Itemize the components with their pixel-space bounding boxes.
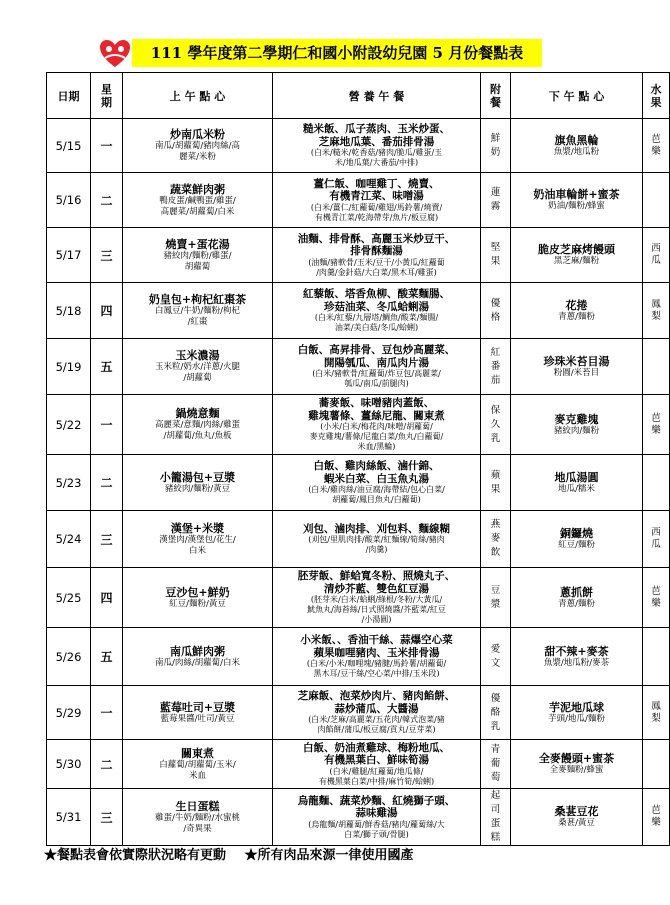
side-char: 葡 bbox=[490, 758, 501, 769]
fruit-cell bbox=[643, 228, 670, 283]
lunch-ingredients: /肉羹/金針菇/大白菜/黑木耳/雞蛋) bbox=[316, 267, 437, 277]
pm-snack-name: 芋泥地瓜球 bbox=[549, 700, 604, 714]
lunch-line: 清炒芥藍、雙色紅豆湯 bbox=[324, 582, 429, 595]
weekday-cell: 四 bbox=[91, 283, 123, 339]
side-cell bbox=[481, 455, 511, 511]
side-cell bbox=[481, 740, 511, 789]
lunch-line: 蘋果咖哩豬肉、玉米排骨湯 bbox=[313, 646, 440, 659]
weekday-cell: 三 bbox=[91, 789, 123, 846]
weekday-cell: 二 bbox=[91, 740, 123, 789]
pm-snack-name: 全麥饅頭+蜜茶 bbox=[538, 752, 615, 765]
am-snack-ingredients: 漢堡肉/漢堡包/花生/ bbox=[159, 534, 236, 545]
lunch-ingredients: (白米/紅藜/九層塔/鯛魚/酸菜/麵腸/ bbox=[314, 313, 439, 322]
pm-snack-cell bbox=[511, 511, 643, 568]
am-snack-name: 炒南瓜米粉 bbox=[170, 128, 225, 141]
fruit-char: 芭 bbox=[651, 133, 661, 145]
lunch-line: 刈包、滷肉排、刈包料、麵線糊 bbox=[303, 522, 450, 535]
am-snack-cell bbox=[123, 119, 273, 173]
lunch-cell bbox=[273, 339, 481, 395]
am-snack-ingredients: /奇異果 bbox=[183, 823, 212, 834]
fruit-char: 芭 bbox=[651, 585, 661, 597]
lunch-line: 油麵、排骨酥、高麗玉米炒豆干、 bbox=[297, 232, 456, 245]
lunch-line: 小米飯、、香油干絲、蒜爆空心菜 bbox=[300, 634, 453, 646]
fruit-char: 鳳 bbox=[651, 700, 661, 712]
fruit-cell bbox=[643, 455, 670, 511]
lunch-line: 珍菇油菜、冬瓜蛤蜊湯 bbox=[324, 300, 429, 313]
fruit-char: 樂 bbox=[651, 817, 661, 828]
side-char: 蘋 bbox=[490, 469, 501, 481]
am-snack-ingredients: 白鳳豆/牛奶/麵粉/枸杞 bbox=[154, 306, 241, 316]
lunch-cell bbox=[273, 395, 481, 455]
pm-snack-ingredients: 芋頭/地瓜/麵粉 bbox=[548, 713, 605, 724]
fruit-char: 鳳 bbox=[651, 298, 661, 310]
pm-snack-cell bbox=[511, 228, 643, 283]
fruit-cell bbox=[643, 173, 670, 228]
col-fruit: 水 果 bbox=[643, 73, 670, 119]
lunch-line: 白飯、雞肉絲飯、滷什錦、 bbox=[313, 460, 440, 472]
side-char: 堅 bbox=[490, 242, 501, 253]
pm-snack-cell bbox=[511, 628, 643, 686]
fruit-char: 瓜 bbox=[651, 539, 661, 550]
pm-snack-name: 旗魚黑輪 bbox=[554, 133, 599, 147]
pm-snack-name: 甜不辣+麥茶 bbox=[544, 644, 609, 658]
side-char: 鮮 bbox=[490, 132, 501, 144]
fruit-char: 梨 bbox=[651, 712, 661, 724]
side-char: 番 bbox=[490, 360, 501, 372]
am-snack-ingredients: 藍莓果醬/吐司/黃豆 bbox=[160, 713, 235, 724]
lunch-ingredients: (油麵/豬軟骨/玉米/豆干/小黃瓜/紅蘿蔔 bbox=[308, 257, 445, 267]
side-char: 霧 bbox=[490, 201, 501, 212]
date-cell: 5/30 bbox=[47, 740, 91, 789]
lunch-cell bbox=[273, 173, 481, 228]
fruit-cell bbox=[643, 686, 670, 740]
col-weekday: 星 期 bbox=[91, 73, 123, 119]
weekday-cell: 五 bbox=[91, 339, 123, 395]
side-cell bbox=[481, 395, 511, 455]
side-cell bbox=[481, 119, 511, 173]
pm-snack-cell bbox=[511, 119, 643, 173]
am-snack-cell bbox=[123, 686, 273, 740]
lunch-line: 雞塊薯條、薑絲尼龍、關東煮 bbox=[308, 409, 445, 422]
side-char: 優 bbox=[490, 692, 501, 704]
weekday-cell: 三 bbox=[91, 228, 123, 283]
pm-snack-cell bbox=[511, 339, 643, 395]
weekday-cell: 一 bbox=[91, 119, 123, 173]
fruit-cell bbox=[643, 119, 670, 173]
lunch-line: 白飯、高昇排骨、豆包炒高麗菜、 bbox=[297, 344, 456, 356]
pm-snack-cell bbox=[511, 173, 643, 228]
side-char: 久 bbox=[490, 418, 501, 430]
am-snack-ingredients: /紅棗 bbox=[187, 317, 208, 327]
lunch-ingredients: 有機黑葉白菜/中排/麻竹筍/蛤蜊) bbox=[318, 776, 435, 786]
lunch-line: 蒜味雞湯 bbox=[355, 807, 398, 819]
side-char: 奶 bbox=[490, 146, 501, 158]
weekday-cell: 三 bbox=[91, 511, 123, 568]
am-snack-ingredients: 高麗菜/胡蘿蔔/白米 bbox=[160, 206, 235, 217]
am-snack-cell bbox=[123, 568, 273, 628]
lunch-line: 有機黑葉白、鮮味筍湯 bbox=[324, 754, 429, 766]
lunch-line: /肉羹) bbox=[365, 545, 388, 555]
lunch-line: 胚芽飯、鮮蛤寬冬粉、照燒丸子、 bbox=[297, 570, 456, 582]
side-char: 萄 bbox=[490, 772, 501, 783]
am-snack-cell bbox=[123, 228, 273, 283]
lunch-ingredients: 米血/黑輪) bbox=[357, 442, 396, 451]
header bbox=[0, 36, 640, 70]
lunch-line: 有機青江菜、味噌湯 bbox=[329, 190, 424, 202]
lunch-cell bbox=[273, 455, 481, 511]
date-cell: 5/29 bbox=[47, 686, 91, 740]
am-snack-ingredients: 米血 bbox=[188, 770, 206, 781]
date-cell: 5/25 bbox=[47, 568, 91, 628]
lunch-line: 蝦米白菜、白玉魚丸湯 bbox=[324, 472, 429, 485]
am-snack-ingredients: /胡蘿蔔/魚丸/魚板 bbox=[163, 431, 232, 441]
lunch-ingredients: (小米/白米/梅花肉/味噌/胡蘿蔔/ bbox=[320, 422, 433, 431]
am-snack-ingredients: 麗菜/米粉 bbox=[179, 152, 216, 162]
pm-snack-name: 桑葚豆花 bbox=[554, 805, 599, 818]
fruit-cell bbox=[643, 283, 670, 339]
fruit-char: 西 bbox=[651, 243, 661, 254]
pm-snack-name: 銅鑼燒 bbox=[560, 527, 593, 540]
fruit-char: 芭 bbox=[651, 805, 661, 816]
am-snack-cell bbox=[123, 173, 273, 228]
header-row bbox=[47, 73, 670, 119]
footer-notes bbox=[44, 844, 624, 863]
lunch-ingredients: 魷魚丸/海苔絲/日式照燒醬/芥藍菜/紅豆 bbox=[307, 605, 446, 614]
pm-snack-ingredients: 青蔥/麵粉 bbox=[558, 311, 595, 322]
lunch-line: 白飯、奶油煮雞球、梅粉地瓜、 bbox=[303, 741, 450, 754]
meal-row bbox=[47, 628, 670, 686]
lunch-cell bbox=[273, 789, 481, 846]
pm-snack-name: 花捲 bbox=[565, 298, 588, 312]
am-snack-name: 豆沙包+鮮奶 bbox=[165, 585, 230, 599]
fruit-char: 瓜 bbox=[651, 255, 661, 266]
side-char: 乳 bbox=[490, 720, 501, 732]
lunch-cell bbox=[273, 511, 481, 568]
lunch-ingredients: 米/地瓜葉/大番茄/中排) bbox=[334, 158, 419, 167]
side-cell bbox=[481, 568, 511, 628]
side-char: 酪 bbox=[490, 706, 501, 718]
lunch-cell bbox=[273, 568, 481, 628]
side-cell bbox=[481, 228, 511, 283]
am-snack-name: 玉米濃湯 bbox=[175, 349, 220, 362]
pm-snack-cell bbox=[511, 283, 643, 339]
date-cell: 5/26 bbox=[47, 628, 91, 686]
side-char: 麥 bbox=[490, 533, 501, 544]
date-cell: 5/24 bbox=[47, 511, 91, 568]
meal-row bbox=[47, 789, 670, 846]
weekday-cell: 五 bbox=[91, 628, 123, 686]
side-char: 司 bbox=[490, 804, 501, 815]
lunch-ingredients: (白米/薑仁/紅蘿蔔/雞翅/馬鈴薯/燒賣/ bbox=[310, 202, 443, 212]
pm-snack-ingredients: 豬絞肉/麵粉 bbox=[553, 425, 600, 436]
fruit-char: 樂 bbox=[651, 424, 661, 436]
meal-table bbox=[46, 72, 670, 846]
lunch-line: 紅藜飯、塔香魚柳、酸菜麵腸、 bbox=[303, 288, 450, 300]
meal-row bbox=[47, 511, 670, 568]
pm-snack-cell bbox=[511, 395, 643, 455]
meal-row bbox=[47, 568, 670, 628]
lunch-ingredients: 白菜/獅子頭/骨腿) bbox=[344, 829, 409, 839]
lunch-ingredients: 胡蘿蔔/鳳目魚丸/白蘿蔔) bbox=[332, 495, 421, 504]
side-char: 乳 bbox=[490, 432, 501, 444]
date-cell: 5/31 bbox=[47, 789, 91, 846]
lunch-ingredients: (白米/豬軟骨/紅蘿蔔/炸豆包/高麗菜/ bbox=[312, 369, 441, 378]
col-lunch: 營 養 午 餐 bbox=[273, 73, 481, 119]
lunch-ingredients: (白米/小米/咖哩塊/豬腱/馬鈴薯/胡蘿蔔/ bbox=[306, 659, 447, 668]
meal-row bbox=[47, 119, 670, 173]
weekday-cell: 二 bbox=[91, 173, 123, 228]
am-snack-name: 燒賣+蛋花湯 bbox=[165, 237, 230, 251]
lunch-ingredients: (白米/雞腿/紅蘿蔔/地瓜條/ bbox=[329, 766, 424, 776]
side-char: 蓮 bbox=[490, 187, 501, 198]
am-snack-name: 蔬菜鮮肉粥 bbox=[170, 182, 225, 196]
lunch-cell bbox=[273, 228, 481, 283]
lunch-line: 蒜炒蒲瓜、大醬湯 bbox=[334, 702, 419, 715]
pm-snack-cell bbox=[511, 789, 643, 846]
date-cell: 5/17 bbox=[47, 228, 91, 283]
footer-note-2: ★所有肉品來源一律使用國產 bbox=[244, 848, 414, 863]
pm-snack-ingredients: 青蔥/麵粉 bbox=[558, 598, 595, 609]
lunch-ingredients: 麥克雞塊/薯條/尼龍白菜/魚丸/白蘿蔔/ bbox=[309, 432, 444, 441]
lunch-ingredients: (白米/雞肉絲/油豆腐/海帶結/包心白菜/ bbox=[308, 485, 445, 494]
side-char: 文 bbox=[490, 657, 501, 669]
lunch-line: 排骨酥麵湯 bbox=[350, 245, 403, 257]
lunch-cell bbox=[273, 686, 481, 740]
col-pm-snack: 下 午 點 心 bbox=[511, 73, 643, 119]
lunch-ingredients: (烏龍麵/胡蘿蔔/鮮香菇/豬肉/蘿蔔絲/大 bbox=[308, 819, 445, 829]
am-snack-ingredients: 豬絞肉/麵粉/雞蛋/ bbox=[163, 250, 232, 261]
lunch-ingredients: 肉餡餅/蒲瓜/板豆腐/貢丸/豆芽菜) bbox=[317, 725, 436, 734]
fruit-cell bbox=[643, 339, 670, 395]
side-char: 飲 bbox=[490, 547, 501, 558]
am-snack-ingredients: 玉米粒/奶水/洋蔥/火腿 bbox=[154, 362, 241, 372]
fruit-cell bbox=[643, 789, 670, 846]
fruit-char: 西 bbox=[651, 527, 661, 538]
meal-row bbox=[47, 283, 670, 339]
am-snack-name: 漢堡+米漿 bbox=[170, 521, 225, 535]
weekday-cell: 一 bbox=[91, 395, 123, 455]
am-snack-ingredients: 豬絞肉/麵粉/黃豆 bbox=[164, 483, 231, 494]
lunch-line: (刈包/里肌肉排/酸菜/紅麵線/筍絲/豬肉 bbox=[308, 535, 445, 545]
pm-snack-ingredients: 黑芝麻/麵粉 bbox=[553, 256, 600, 266]
am-snack-ingredients: 南瓜/肉絲/胡蘿蔔/白米 bbox=[154, 657, 241, 668]
pm-snack-ingredients: 全麥麵粉/蜂蜜 bbox=[549, 765, 604, 775]
pm-snack-ingredients: 地瓜/糯米 bbox=[558, 483, 595, 494]
lunch-cell bbox=[273, 283, 481, 339]
am-snack-name: 奶皇包+枸杞紅棗茶 bbox=[148, 293, 247, 306]
date-cell: 5/18 bbox=[47, 283, 91, 339]
fruit-cell bbox=[643, 740, 670, 789]
col-side: 附 餐 bbox=[481, 73, 511, 119]
am-snack-cell bbox=[123, 789, 273, 846]
pm-snack-ingredients: 魚漿/地瓜粉 bbox=[553, 146, 600, 157]
pm-snack-ingredients: 紅豆/麵粉 bbox=[558, 540, 595, 550]
am-snack-name: 藍莓吐司+豆漿 bbox=[159, 700, 236, 714]
am-snack-cell bbox=[123, 511, 273, 568]
side-char: 青 bbox=[490, 744, 501, 755]
side-char: 茄 bbox=[490, 374, 501, 386]
fruit-char: 樂 bbox=[651, 145, 661, 157]
lunch-line: 薑仁飯、咖哩雞丁、燒賣、 bbox=[313, 177, 440, 190]
pm-snack-name: 珍珠米苔目湯 bbox=[543, 354, 610, 368]
fruit-char: 芭 bbox=[651, 412, 661, 424]
pm-snack-cell bbox=[511, 740, 643, 789]
lunch-line: 糙米飯、瓜子蒸肉、玉米炒蛋、 bbox=[303, 123, 450, 135]
lunch-ingredients: (白米/糙米/乾香菇/豬肉/脆瓜/雞蛋/玉 bbox=[310, 148, 443, 157]
pm-snack-name: 蔥抓餅 bbox=[560, 585, 593, 599]
am-snack-cell bbox=[123, 395, 273, 455]
am-snack-ingredients: 鴨皮蛋/鹹鴨蛋/雞蛋/ bbox=[159, 195, 236, 206]
meal-row bbox=[47, 686, 670, 740]
am-snack-name: 鍋燒意麵 bbox=[175, 407, 220, 420]
am-snack-ingredients: /胡蘿蔔 bbox=[183, 373, 212, 383]
side-char: 果 bbox=[490, 483, 501, 495]
lunch-ingredients: (白米/芝麻/高麗菜/五花肉/韓式泡菜/豬 bbox=[308, 715, 445, 724]
pm-snack-name: 地瓜湯圓 bbox=[554, 470, 599, 484]
meal-row bbox=[47, 173, 670, 228]
side-char: 蛋 bbox=[490, 818, 501, 829]
side-cell bbox=[481, 789, 511, 846]
fruit-cell bbox=[643, 628, 670, 686]
weekday-cell: 二 bbox=[91, 455, 123, 511]
meal-row bbox=[47, 395, 670, 455]
am-snack-name: 生日蛋糕 bbox=[175, 799, 220, 813]
lunch-line: 芝麻飯、泡菜炒肉片、豬肉餡餅、 bbox=[297, 690, 456, 702]
side-char: 愛 bbox=[490, 643, 501, 655]
pm-snack-ingredients: 粉圓/米苔目 bbox=[553, 367, 600, 378]
pm-snack-name: 麥克雞塊 bbox=[554, 412, 599, 426]
side-char: 糕 bbox=[490, 832, 501, 843]
meal-row bbox=[47, 455, 670, 511]
side-char: 優 bbox=[490, 297, 501, 309]
lunch-line: 開陽瓠瓜、南瓜肉片湯 bbox=[324, 356, 429, 369]
col-am-snack: 上 午 點 心 bbox=[123, 73, 273, 119]
side-char: 格 bbox=[490, 311, 501, 323]
date-cell: 5/23 bbox=[47, 455, 91, 511]
am-snack-cell bbox=[123, 339, 273, 395]
date-cell: 5/15 bbox=[47, 119, 91, 173]
am-snack-ingredients: 南瓜/胡蘿蔔/豬肉絲/高 bbox=[154, 141, 241, 151]
pm-snack-cell bbox=[511, 686, 643, 740]
side-char: 紅 bbox=[490, 346, 501, 358]
fruit-cell bbox=[643, 395, 670, 455]
school-logo-icon bbox=[98, 38, 132, 70]
lunch-line: 蕎麥飯、味噌豬肉蓋飯、 bbox=[318, 397, 435, 409]
fruit-cell bbox=[643, 568, 670, 628]
col-date: 日期 bbox=[47, 73, 91, 119]
am-snack-cell bbox=[123, 283, 273, 339]
side-char: 漿 bbox=[490, 598, 501, 610]
am-snack-cell bbox=[123, 455, 273, 511]
lunch-ingredients: 黑木耳/豆干絲/空心菜/中排/玉米段) bbox=[313, 669, 440, 678]
side-char: 豆 bbox=[490, 584, 501, 596]
fruit-char: 梨 bbox=[651, 310, 661, 322]
am-snack-cell bbox=[123, 628, 273, 686]
lunch-line: 芝麻地瓜葉、番茄排骨湯 bbox=[318, 135, 435, 148]
side-cell bbox=[481, 686, 511, 740]
side-cell bbox=[481, 173, 511, 228]
lunch-cell bbox=[273, 740, 481, 789]
fruit-cell bbox=[643, 511, 670, 568]
lunch-ingredients: 有機青江菜/乾海帶芽/魚片/板豆腐) bbox=[314, 212, 439, 222]
pm-snack-ingredients: 魚漿/地瓜粉/麥茶 bbox=[543, 657, 610, 668]
am-snack-ingredients: 高麗菜/意麵/肉絲/雞蛋 bbox=[154, 420, 241, 430]
meal-row bbox=[47, 740, 670, 789]
am-snack-name: 小籠湯包+豆漿 bbox=[159, 470, 236, 484]
side-cell bbox=[481, 339, 511, 395]
am-snack-name: 南瓜鮮肉粥 bbox=[170, 644, 225, 658]
lunch-ingredients: 油菜/美白菇/冬瓜/蛤蜊) bbox=[334, 323, 419, 332]
side-char: 燕 bbox=[490, 519, 501, 530]
am-snack-ingredients: 雞蛋/牛奶/麵粉/水蜜桃 bbox=[154, 812, 241, 823]
am-snack-ingredients: 白米 bbox=[188, 545, 206, 556]
side-cell bbox=[481, 511, 511, 568]
pm-snack-cell bbox=[511, 455, 643, 511]
pm-snack-ingredients: 桑葚/黃豆 bbox=[558, 818, 595, 828]
weekday-cell: 一 bbox=[91, 686, 123, 740]
fruit-char: 樂 bbox=[651, 597, 661, 609]
side-cell bbox=[481, 628, 511, 686]
pm-snack-name: 奶油車輪餅+蜜茶 bbox=[533, 188, 620, 201]
am-snack-name: 關東煮 bbox=[181, 746, 214, 760]
side-char: 保 bbox=[490, 404, 501, 416]
meal-row bbox=[47, 339, 670, 395]
side-char: 起 bbox=[490, 790, 501, 801]
am-snack-cell bbox=[123, 740, 273, 789]
lunch-line: 烏龍麵、蔬菜炒麵、紅燒獅子頭、 bbox=[297, 794, 456, 807]
pm-snack-cell bbox=[511, 568, 643, 628]
side-cell bbox=[481, 283, 511, 339]
am-snack-ingredients: 白蘿蔔/胡蘿蔔/玉米/ bbox=[159, 759, 236, 770]
am-snack-ingredients: 紅豆/麵粉/黃豆 bbox=[169, 598, 226, 609]
lunch-ingredients: (胚芽米/白米/蛤蜊/綠根/冬粉/大黃瓜/ bbox=[310, 595, 443, 604]
footer-note-1: ★餐點表會依實際狀況略有更動 bbox=[44, 848, 227, 863]
pm-snack-ingredients: 奶油/麵粉/蜂蜜 bbox=[548, 201, 605, 211]
lunch-cell bbox=[273, 628, 481, 686]
am-snack-ingredients: 胡蘿蔔 bbox=[184, 261, 211, 272]
date-cell: 5/19 bbox=[47, 339, 91, 395]
weekday-cell: 四 bbox=[91, 568, 123, 628]
side-char: 果 bbox=[490, 256, 501, 267]
date-cell: 5/16 bbox=[47, 173, 91, 228]
meal-row bbox=[47, 228, 670, 283]
pm-snack-name: 脆皮芝麻烤饅頭 bbox=[538, 243, 615, 256]
date-cell: 5/22 bbox=[47, 395, 91, 455]
page-title: 111 學年度第二學期仁和國小附設幼兒園 5 月份餐點表 bbox=[132, 39, 542, 67]
lunch-ingredients: /小湯圓) bbox=[361, 615, 392, 624]
lunch-ingredients: 瓠瓜/南瓜/前腿肉) bbox=[344, 379, 409, 388]
lunch-cell bbox=[273, 119, 481, 173]
